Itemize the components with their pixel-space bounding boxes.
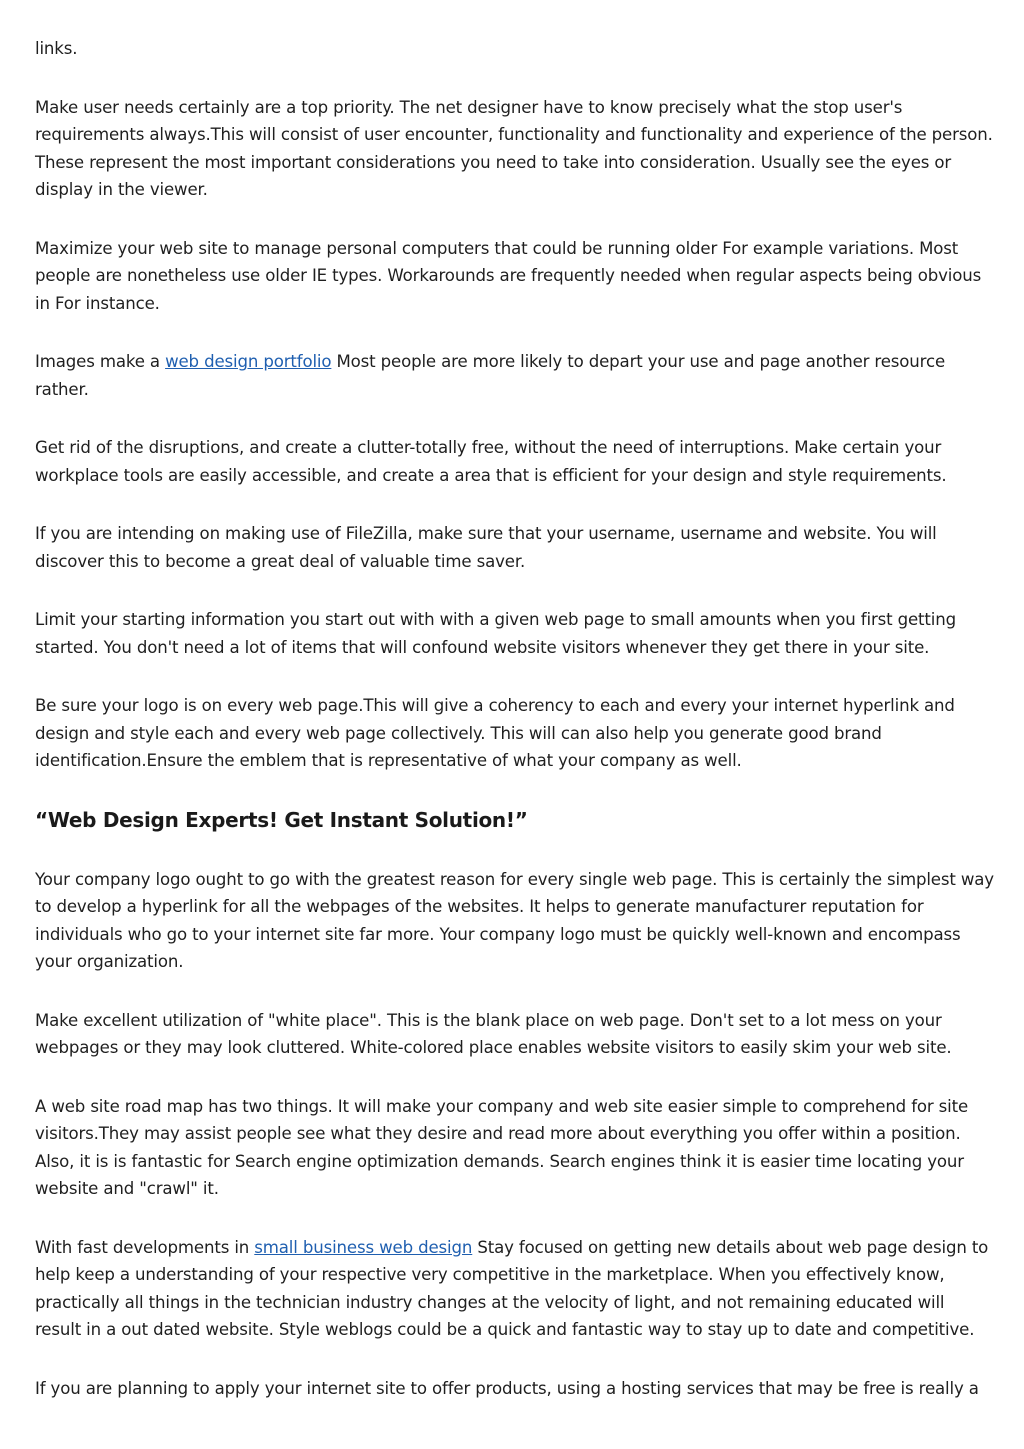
paragraph-developments-text-after: Stay focused on getting new details about web page design to help keep a understanding of your respective very competitive in the marketplace. When you effectively know, practically all things in the technician industry changes at the velocity of light, and not remaining educated will result in a out dated website. Style weblogs could be a quick and fantastic way to stay up to date and competitive.	[35, 1237, 989, 1339]
paragraph-white-place: Make excellent utilization of "white place". This is the blank place on web page. Don't set to a lot mess on your webpages or they may look cluttered. White-colored place enables website visitors to easily skim your web site.	[35, 1010, 952, 1057]
paragraph-company-logo: Your company logo ought to go with the greatest reason for every single web page. This is certainly the simplest way to develop a hyperlink for all the webpages of the websites. It helps to generate manufacturer reputation for individuals who go to your internet site far more. Your company logo must be quickly well-known and encompass your organization.	[35, 869, 994, 971]
section-heading: “Web Design Experts! Get Instant Solution!”	[35, 807, 528, 832]
paragraph-starting-information: Limit your starting information you start out with with a given web page to small amounts when you first getting started. You don't need a lot of items that will confound website visitors whenever they get there in your site.	[35, 610, 956, 657]
web-design-portfolio-link[interactable]: web design portfolio	[165, 352, 332, 371]
paragraph-logo: Be sure your logo is on every web page.This will give a coherency to each and every your internet hyperlink and design and style each and every web page collectively. This will can also help you generate good brand identification.Ensure the emblem that is representative of what your company as well.	[35, 696, 955, 770]
paragraph-developments	[35, 1234, 995, 1344]
paragraph-images-text-before: Images make a	[35, 352, 166, 371]
paragraph-images-text-after: Most people are more likely to depart your use and page another resource rather.	[35, 352, 945, 399]
paragraph-hosting: If you are planning to apply your internet site to offer products, using a hosting services that may be free is really a	[35, 1378, 979, 1398]
paragraph-user-needs: Make user needs certainly are a top priority. The net designer have to know precisely what the stop user's requirements always.This will consist of user encounter, functionality and functionality and experience of the person. These represent the most important considerations you need to take into consideration. Usually see the eyes or display in the viewer.	[35, 97, 993, 199]
paragraph-filezilla: If you are intending on making use of FileZilla, make sure that your username, username and website. You will discover this to become a great deal of valuable time saver.	[35, 524, 937, 571]
paragraph-images	[35, 348, 995, 403]
small-business-web-design-link[interactable]: small business web design	[254, 1237, 473, 1257]
paragraph-links: links.	[35, 39, 78, 58]
paragraph-older-browsers: Maximize your web site to manage personal computers that could be running older For example variations. Most people are nonetheless use older IE types. Workarounds are frequently needed when regular aspects being obvious in For instance.	[35, 238, 982, 313]
paragraph-road-map: A web site road map has two things. It will make your company and web site easier simple to comprehend for site visitors.They may assist people see what they desire and read more about everything you offer within a position. Also, it is is fantastic for Search engine optimization demands. Search engines think it is easier time locating your website and "crawl" it.	[35, 1096, 969, 1198]
paragraph-disruptions: Get rid of the disruptions, and create a clutter-totally free, without the need of interruptions. Make certain your workplace tools are easily accessible, and create a area that is efficient for your design and style requirements.	[35, 438, 947, 485]
paragraph-developments-text-before: With fast developments in	[35, 1237, 255, 1257]
document-body	[35, 35, 995, 1433]
